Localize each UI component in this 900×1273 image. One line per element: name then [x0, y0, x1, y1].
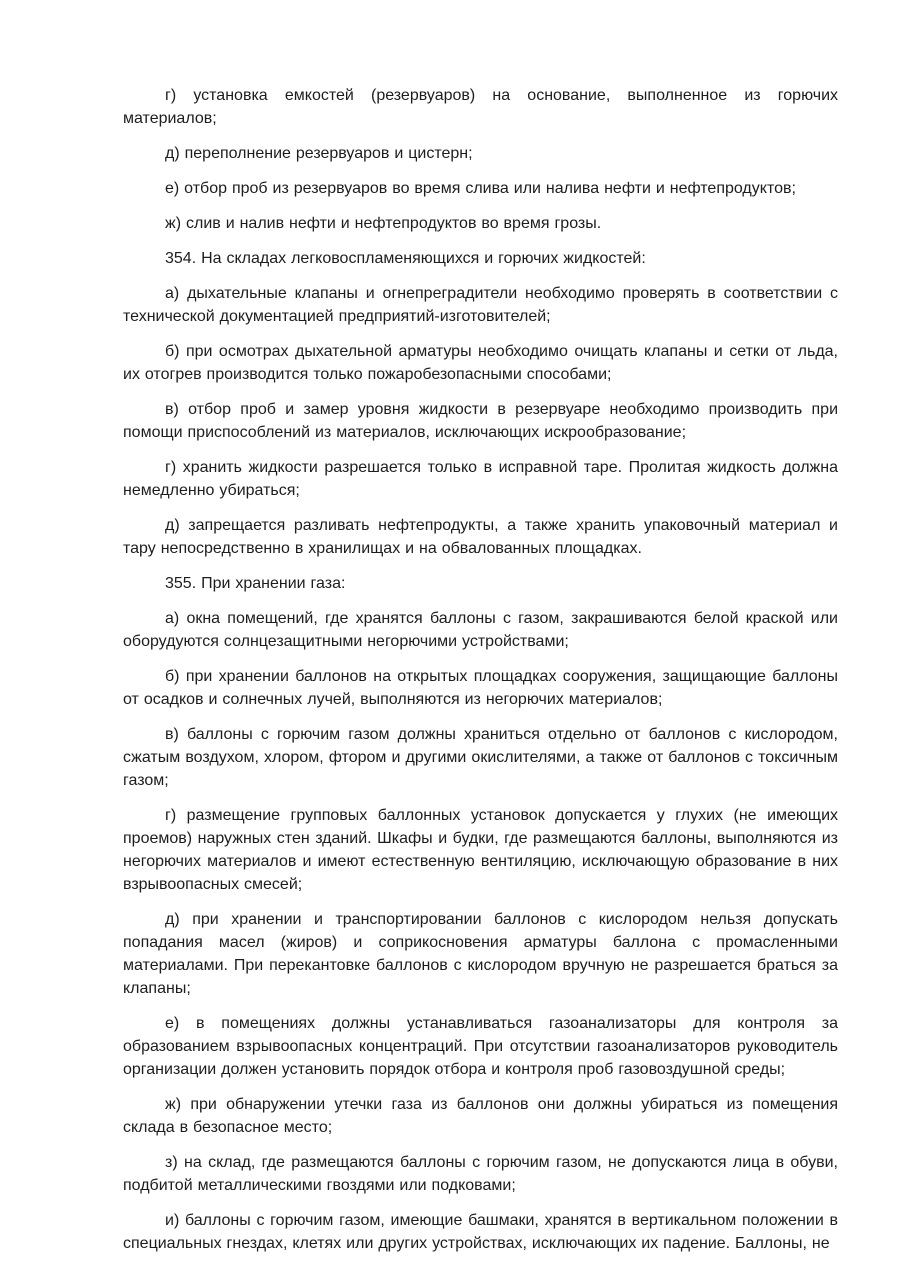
list-item-355-a: а) окна помещений, где хранятся баллоны с газом, закрашиваются белой краской или оборудуются солнцезащитными негорючими устройствами; — [123, 610, 838, 650]
list-item-e-sampling: е) отбор проб из резервуаров во время слива или налива нефти и нефтепродуктов; — [165, 180, 796, 197]
list-item-355-zh: ж) при обнаружении утечки газа из баллонов они должны убираться из помещения склада в безопасное место; — [123, 1096, 838, 1136]
list-item-355-z: з) на склад, где размещаются баллоны с горючим газом, не допускаются лица в обуви, подбитой металлическими гвоздями или подковами; — [123, 1154, 838, 1194]
list-item-355-v: в) баллоны с горючим газом должны храниться отдельно от баллонов с кислородом, сжатым воздухом, хлором, фтором и другими окислителями, а также от баллонов с токсичным газом; — [123, 726, 838, 789]
list-item-355-g: г) размещение групповых баллонных установок допускается у глухих (не имеющих проемов) наружных стен зданий. Шкафы и будки, где размещаются баллоны, выполняются из негорючих материалов и имеют естественную вентиляцию, исключающую образование в них взрывоопасных смесей; — [123, 807, 838, 893]
list-item-354-a: а) дыхательные клапаны и огнепреградители необходимо проверять в соответствии с технической документацией предприятий-изготовителей; — [123, 285, 838, 325]
list-item-zh-thunderstorm: ж) слив и налив нефти и нефтепродуктов во время грозы. — [165, 215, 602, 232]
list-item-d-overfill: д) переполнение резервуаров и цистерн; — [165, 145, 473, 162]
list-item-354-v: в) отбор проб и замер уровня жидкости в резервуаре необходимо производить при помощи приспособлений из материалов, исключающих искрообразование; — [123, 401, 838, 441]
list-item-355-b: б) при хранении баллонов на открытых площадках сооружения, защищающие баллоны от осадков и солнечных лучей, выполняются из негорючих материалов; — [123, 668, 838, 708]
list-item-g-tanks: г) установка емкостей (резервуаров) на основание, выполненное из горючих материалов; — [123, 87, 838, 127]
list-item-355-i: и) баллоны с горючим газом, имеющие башмаки, хранятся в вертикальном положении в специальных гнездах, клетях или других устройствах, исключающих их падение. Баллоны, не — [123, 1212, 838, 1252]
list-item-355-d: д) при хранении и транспортировании баллонов с кислородом нельзя допускать попадания масел (жиров) и соприкосновения арматуры баллона с промасленными материалами. При перекантовке баллонов с кислородом вручную не разрешается браться за клапаны; — [123, 911, 838, 997]
list-item-354-d: д) запрещается разливать нефтепродукты, а также хранить упаковочный материал и тару непосредственно в хранилищах и на обвалованных площадках. — [123, 517, 838, 557]
list-item-355-e: е) в помещениях должны устанавливаться газоанализаторы для контроля за образованием взрывоопасных концентраций. При отсутствии газоанализаторов руководитель организации должен установить порядок отбора и контроля проб газовоздушной среды; — [123, 1015, 838, 1078]
point-354-heading: 354. На складах легковоспламеняющихся и горючих жидкостей: — [165, 250, 646, 267]
list-item-354-g: г) хранить жидкости разрешается только в исправной таре. Пролитая жидкость должна немедленно убираться; — [123, 459, 838, 499]
point-355-heading: 355. При хранении газа: — [165, 575, 346, 592]
list-item-354-b: б) при осмотрах дыхательной арматуры необходимо очищать клапаны и сетки от льда, их отогрев производится только пожаробезопасными способами; — [123, 343, 838, 383]
